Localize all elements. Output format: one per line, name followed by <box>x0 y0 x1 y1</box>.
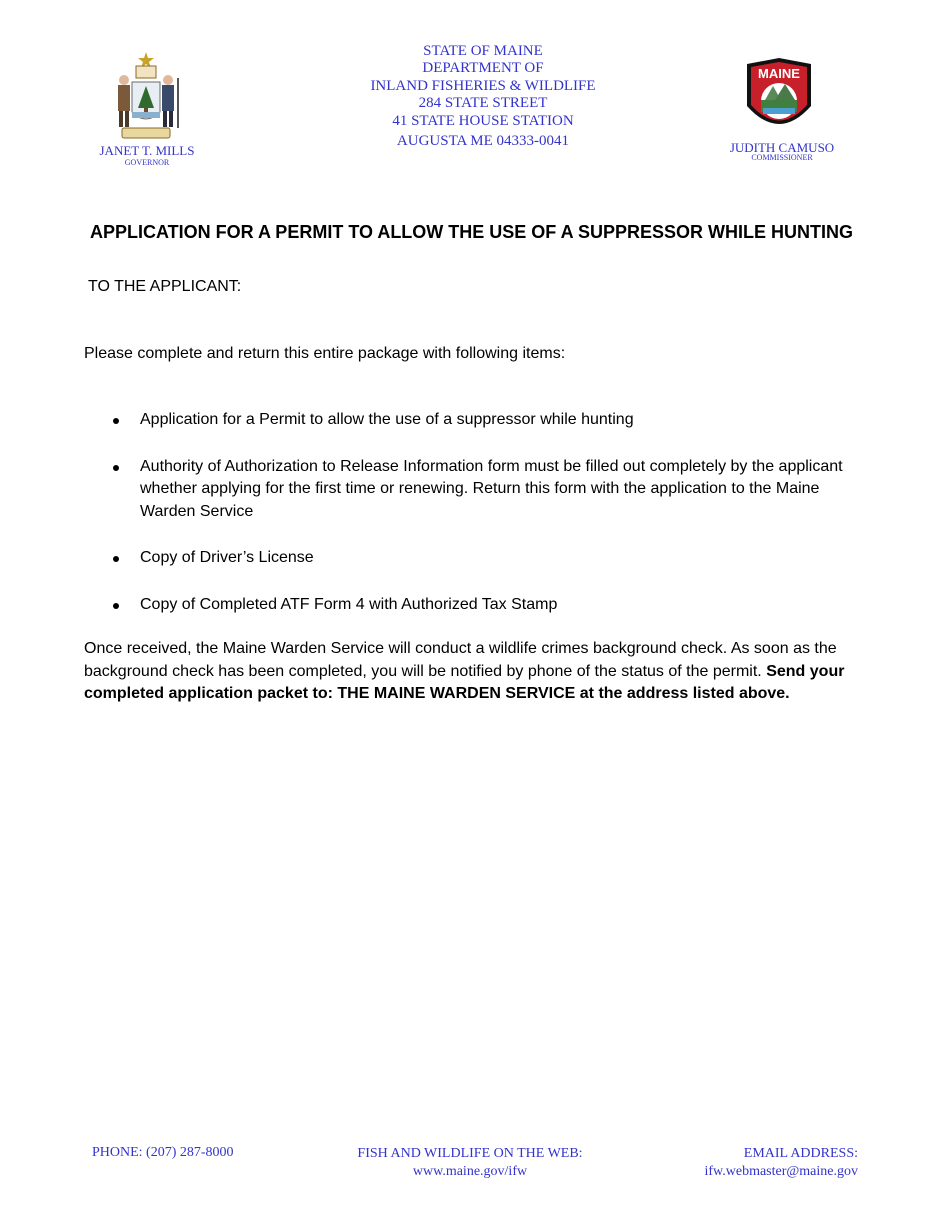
required-items-list <box>110 409 870 616</box>
intro-text: Please complete and return this entire package with following items: <box>84 345 566 362</box>
footer-web-label: FISH AND WILDLIFE ON THE WEB: <box>357 1146 583 1161</box>
salutation: TO THE APPLICANT: <box>88 278 242 295</box>
address-city-line: AUGUSTA ME 04333-0041 <box>396 133 570 150</box>
list-item-text: Copy of Completed ATF Form 4 with Authorized Tax Stamp <box>140 595 558 613</box>
list-item <box>110 409 870 432</box>
address-line: 284 STATE STREET <box>418 95 548 112</box>
address-line: INLAND FISHERIES & WILDLIFE <box>370 77 596 94</box>
department-address <box>333 43 633 150</box>
list-item-text: Copy of Driver’s License <box>140 549 314 566</box>
footer-web-link[interactable]: www.maine.gov/ifw <box>412 1163 528 1179</box>
footer-email-link[interactable]: ifw.webmaster@maine.gov <box>704 1163 858 1179</box>
address-line: DEPARTMENT OF <box>422 60 544 77</box>
list-item <box>110 456 870 524</box>
bullet-icon <box>113 556 119 562</box>
list-item <box>110 547 870 570</box>
address-line: STATE OF MAINE <box>423 43 543 59</box>
closing-instruction: Send your completed application packet to: THE MAINE WARDEN SERVICE at the address listed above. <box>84 662 845 703</box>
state-seal-icon <box>104 50 188 142</box>
governor-title: GOVERNOR <box>124 158 170 167</box>
list-item-text: Application for a Permit to allow the use of a suppressor while hunting <box>140 411 634 428</box>
logo-text: MAINE <box>758 66 800 81</box>
bullet-icon <box>113 465 119 471</box>
ifw-logo-icon <box>741 56 817 142</box>
footer-email-label: EMAIL ADDRESS: <box>743 1146 858 1161</box>
document-title: APPLICATION FOR A PERMIT TO ALLOW THE USE OF A SUPPRESSOR WHILE HUNTING <box>89 222 853 242</box>
footer-phone: PHONE: (207) 287-8000 <box>92 1145 234 1160</box>
footer-email <box>640 1145 858 1180</box>
bullet-icon <box>113 418 119 424</box>
commissioner-name: JUDITH CAMUSO <box>729 140 835 155</box>
address-line: 41 STATE HOUSE STATION <box>392 112 574 129</box>
footer-web <box>345 1145 595 1180</box>
bullet-icon <box>113 603 119 609</box>
list-item <box>110 594 870 617</box>
commissioner-title: COMMISSIONER <box>751 153 813 162</box>
closing-text: Once received, the Maine Warden Service will conduct a wildlife crimes background check. As soon as the background check has been completed, you will be notified by phone of the status of the permit. <box>84 640 837 680</box>
governor-name: JANET T. MILLS <box>99 143 195 158</box>
list-item-text: Authority of Authorization to Release Information form must be filled out completely by the applicant whether applying for the first time or renewing. Return this form with the application to the Maine Warden Service <box>140 457 843 520</box>
closing-paragraph <box>84 638 874 706</box>
